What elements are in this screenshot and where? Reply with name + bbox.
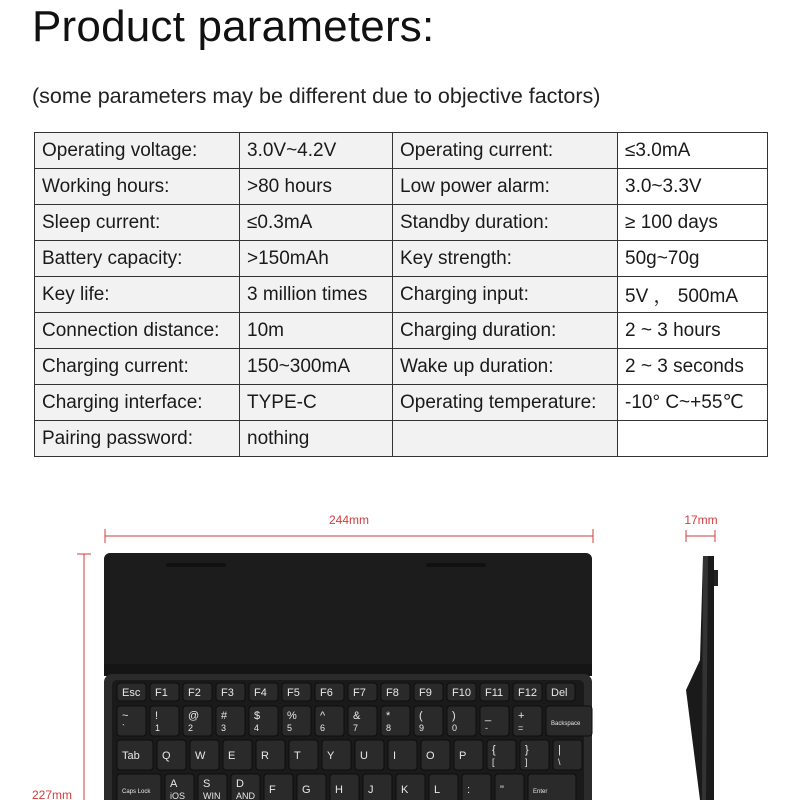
key-sublabel: 2: [188, 723, 194, 733]
key-sublabel: 5: [287, 723, 293, 733]
key-label: _: [485, 710, 492, 722]
key-label: F9: [419, 687, 432, 699]
height-dimension: [32, 554, 91, 800]
parameter-value: ≥ 100 days: [618, 205, 768, 241]
key-label: F11: [485, 687, 504, 699]
parameter-label: Key life:: [35, 277, 240, 313]
page-subtitle: (some parameters may be different due to objective factors): [32, 84, 601, 108]
key-label: G: [302, 784, 311, 796]
key-label: A: [170, 778, 178, 790]
key-label: +: [518, 710, 525, 722]
key-sublabel: 0: [452, 723, 458, 733]
key-label: H: [335, 784, 343, 796]
key-label: ): [452, 710, 456, 722]
key-sublabel: 9: [419, 723, 425, 733]
key-sublabel: WIN: [203, 791, 221, 800]
key-label: F12: [518, 687, 537, 699]
parameter-value: 150~300mA: [240, 349, 393, 385]
key-label: }: [525, 744, 529, 756]
key-sublabel: iOS: [170, 791, 186, 800]
key-label: Tab: [122, 750, 140, 762]
parameter-label: Low power alarm:: [393, 169, 618, 205]
key-sublabel: -: [485, 723, 488, 733]
key-sublabel: =: [518, 723, 524, 733]
key-label: T: [294, 750, 301, 762]
key-sublabel: ]: [525, 757, 528, 767]
key-label: Q: [162, 750, 171, 762]
parameter-value: 3.0V~4.2V: [240, 133, 393, 169]
width-dimension-label: 244mm: [328, 513, 370, 527]
parameter-label: Charging input:: [393, 277, 618, 313]
key-label: ~: [122, 710, 129, 722]
parameter-value: 2 ~ 3 hours: [618, 313, 768, 349]
thickness-dimension: [684, 513, 717, 542]
parameter-label: Charging duration:: [393, 313, 618, 349]
parameter-label: Wake up duration:: [393, 349, 618, 385]
parameter-value: ≤3.0mA: [618, 133, 768, 169]
key-label: D: [236, 778, 244, 790]
key-sublabel: [: [492, 757, 495, 767]
key-label: F6: [320, 687, 333, 699]
parameter-value: ≤0.3mA: [240, 205, 393, 241]
width-dimension: [105, 513, 593, 543]
key-label: P: [459, 750, 467, 762]
key-sublabel: 8: [386, 723, 392, 733]
parameter-value: >150mAh: [240, 241, 393, 277]
key-label: !: [155, 710, 159, 722]
parameter-value: 10m: [240, 313, 393, 349]
parameter-label: Sleep current:: [35, 205, 240, 241]
key-label: $: [254, 710, 261, 722]
side-profile: [686, 556, 718, 800]
parameter-label: Operating current:: [393, 133, 618, 169]
parameter-value: 50g~70g: [618, 241, 768, 277]
height-dimension-label: 227mm: [31, 788, 73, 800]
key-label: ^: [320, 710, 326, 722]
key-sublabel: 3: [221, 723, 227, 733]
key-label: J: [368, 784, 374, 796]
parameter-value: >80 hours: [240, 169, 393, 205]
keyboard-stand: [104, 553, 592, 673]
key-label: I: [393, 750, 397, 762]
key-label: Enter: [533, 789, 548, 795]
key-label: |: [558, 744, 561, 756]
key-label: F: [269, 784, 276, 796]
keyboard-key: [528, 774, 576, 800]
key-label: @: [188, 710, 200, 722]
key-label: :: [467, 784, 471, 796]
key-label: F8: [386, 687, 399, 699]
key-label: F10: [452, 687, 471, 699]
key-sublabel: AND: [236, 791, 256, 800]
key-label: *: [386, 710, 391, 722]
key-label: F3: [221, 687, 234, 699]
key-label: F1: [155, 687, 168, 699]
parameter-value: 3 million times: [240, 277, 393, 313]
key-label: S: [203, 778, 211, 790]
page-title: Product parameters:: [32, 2, 435, 51]
thickness-dimension-label: 17mm: [684, 513, 718, 527]
key-label: F5: [287, 687, 300, 699]
key-label: &: [353, 710, 361, 722]
parameter-label: Charging interface:: [35, 385, 240, 421]
key-label: (: [419, 710, 423, 722]
key-label: R: [261, 750, 269, 762]
parameter-label: Key strength:: [393, 241, 618, 277]
parameter-value: 3.0~3.3V: [618, 169, 768, 205]
key-label: K: [401, 784, 409, 796]
parameter-value: nothing: [240, 421, 393, 457]
key-sublabel: `: [122, 723, 125, 733]
key-label: Y: [327, 750, 335, 762]
key-sublabel: 1: [155, 723, 161, 733]
key-sublabel: 4: [254, 723, 260, 733]
parameter-label: Battery capacity:: [35, 241, 240, 277]
parameter-label: Operating temperature:: [393, 385, 618, 421]
key-label: F2: [188, 687, 201, 699]
key-label: %: [287, 710, 297, 722]
parameter-label: Standby duration:: [393, 205, 618, 241]
key-label: W: [195, 750, 206, 762]
key-label: F4: [254, 687, 267, 699]
parameter-value: -10° C~+55℃: [618, 385, 768, 421]
parameter-value: 2 ~ 3 seconds: [618, 349, 768, 385]
keyboard-key: [117, 774, 161, 800]
key-label: #: [221, 710, 228, 722]
key-label: L: [434, 784, 441, 796]
key-label: Del: [551, 687, 568, 699]
key-label: O: [426, 750, 435, 762]
parameter-label: Connection distance:: [35, 313, 240, 349]
parameter-label: Working hours:: [35, 169, 240, 205]
key-sublabel: \: [558, 757, 561, 767]
key-label: Esc: [122, 687, 141, 699]
parameter-value: 5V ， 500mA: [618, 277, 768, 313]
key-label: U: [360, 750, 368, 762]
key-label: ": [500, 784, 504, 796]
parameter-value: TYPE-C: [240, 385, 393, 421]
key-label: Backspace: [551, 721, 581, 727]
parameter-label: Operating voltage:: [35, 133, 240, 169]
key-label: {: [492, 744, 496, 756]
key-label: Caps Lock: [122, 789, 151, 795]
parameter-label: Charging current:: [35, 349, 240, 385]
key-sublabel: 7: [353, 723, 359, 733]
parameter-label: Pairing password:: [35, 421, 240, 457]
key-label: E: [228, 750, 236, 762]
key-label: F7: [353, 687, 366, 699]
key-sublabel: 6: [320, 723, 326, 733]
